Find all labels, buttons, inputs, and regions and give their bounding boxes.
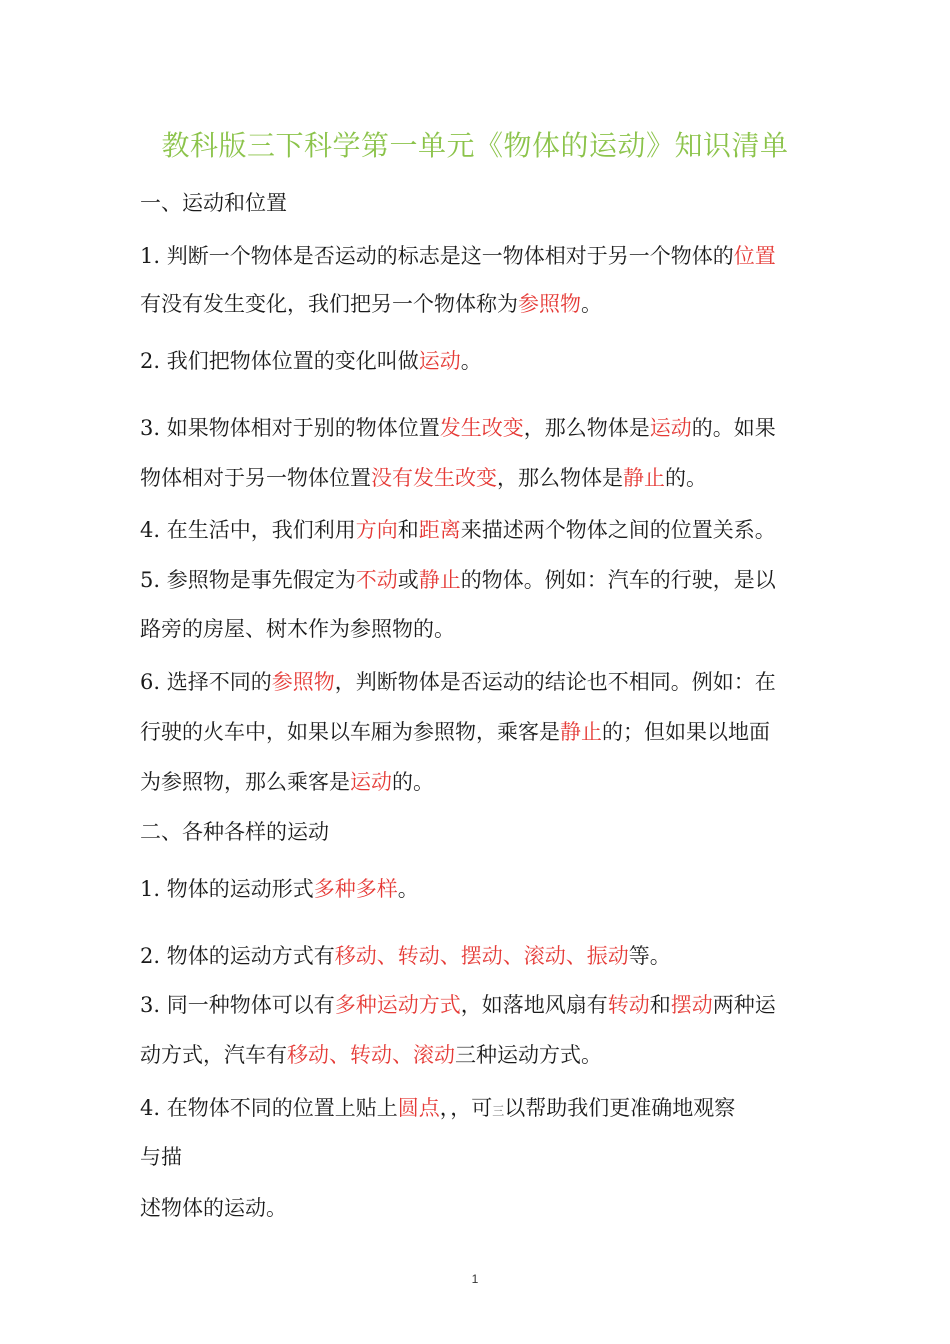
text-line: [140, 1040, 830, 1070]
body-text: 。: [460, 349, 482, 373]
body-text: ，判断物体是否运动的结论也不相同。例如：在: [334, 670, 776, 694]
text-line: [140, 188, 830, 218]
body-text: 的。: [392, 770, 434, 794]
body-text: 2. 物体的运动方式有: [140, 944, 335, 968]
highlight-text: 静止: [418, 568, 461, 592]
body-text: 路旁的房屋、树木作为参照物的。: [140, 617, 455, 641]
highlight-text: 多种多样: [313, 877, 398, 901]
body-text: 一、运动和位置: [140, 191, 287, 215]
body-text: 1. 物体的运动形式: [140, 877, 314, 901]
text-line: [140, 874, 830, 904]
text-line: [140, 413, 830, 443]
text-line: [140, 717, 830, 747]
body-text: 述物体的运动。: [140, 1196, 287, 1220]
body-text: 3. 如果物体相对于别的物体位置: [140, 416, 440, 440]
highlight-text: 转动: [607, 993, 650, 1017]
text-line: [140, 241, 830, 271]
body-text: 二、各种各样的运动: [140, 820, 329, 844]
body-text: 2. 我们把物体位置的变化叫做: [140, 349, 419, 373]
body-text: 等。: [628, 944, 671, 968]
text-line: [140, 767, 830, 797]
body-text: 为参照物，那么乘客是: [140, 770, 350, 794]
text-line: [140, 990, 830, 1020]
highlight-text: 移动、转动、摆动、滚动、振动: [334, 944, 629, 968]
text-line: [140, 941, 830, 971]
text-line: [140, 667, 830, 697]
body-text: ，那么物体是: [523, 416, 650, 440]
highlight-text: 圆点: [397, 1096, 440, 1120]
body-text: 以帮助我们更准确地观察: [504, 1096, 736, 1120]
body-text: 有没有发生变化，我们把另一个物体称为: [140, 292, 518, 316]
body-text: 动方式，汽车有: [140, 1043, 287, 1067]
body-text: 三: [492, 1104, 505, 1118]
body-text: 来描述两个物体之间的位置关系。: [460, 518, 776, 542]
highlight-text: 运动: [649, 416, 692, 440]
highlight-text: 多种运动方式: [334, 993, 461, 1017]
highlight-text: 运动: [350, 770, 392, 794]
highlight-text: 摆动: [670, 993, 713, 1017]
highlight-text: 静止: [623, 466, 665, 490]
body-text: 行驶的火车中，如果以车厢为参照物，乘客是: [140, 720, 560, 744]
body-text: 物体相对于另一物体位置: [140, 466, 371, 490]
body-text: 的；但如果以地面: [602, 720, 770, 744]
body-text: ，如落地风扇有: [460, 993, 608, 1017]
highlight-text: 方向: [355, 518, 398, 542]
highlight-text: 距离: [418, 518, 461, 542]
body-text: 的。: [665, 466, 707, 490]
body-text: 1. 判断一个物体是否运动的标志是这一物体相对于另一个物体的: [140, 244, 734, 268]
highlight-text: 运动: [418, 349, 461, 373]
body-text: 两种运: [712, 993, 776, 1017]
highlight-text: 静止: [560, 720, 602, 744]
text-line: [140, 1142, 830, 1172]
text-line: [140, 1193, 830, 1223]
text-line: [140, 515, 830, 545]
text-line: [140, 1093, 830, 1126]
body-text: 6. 选择不同的: [140, 670, 272, 694]
body-text: 5. 参照物是事先假定为: [140, 568, 356, 592]
highlight-text: 移动、转动、滚动: [287, 1043, 455, 1067]
page-number: 1: [471, 1272, 479, 1286]
body-text: ，，可: [439, 1096, 493, 1120]
highlight-text: 没有发生改变: [371, 466, 497, 490]
highlight-text: 参照物: [518, 292, 581, 316]
body-text: 4. 在物体不同的位置上贴上: [140, 1096, 398, 1120]
document-title: 教科版三下科学第一单元《物体的运动》知识清单: [161, 129, 789, 162]
body-text: 三种运动方式。: [455, 1043, 602, 1067]
text-line: [140, 614, 830, 644]
highlight-text: 不动: [355, 568, 398, 592]
body-text: 4. 在生活中，我们利用: [140, 518, 356, 542]
highlight-text: 发生改变: [439, 416, 524, 440]
text-line: [140, 817, 830, 847]
text-line: [140, 463, 830, 493]
body-text: 。: [397, 877, 419, 901]
body-text: 的。如果: [691, 416, 776, 440]
body-text: 3. 同一种物体可以有: [140, 993, 335, 1017]
body-text: 和: [397, 518, 419, 542]
body-text: 或: [397, 568, 419, 592]
text-line: [140, 346, 830, 376]
body-text: 。: [581, 292, 602, 316]
highlight-text: 参照物: [271, 670, 335, 694]
body-text: ，那么物体是: [497, 466, 623, 490]
text-line: [140, 565, 830, 595]
highlight-text: 位置: [733, 244, 776, 268]
text-line: [140, 289, 830, 319]
body-text: 和: [649, 993, 671, 1017]
body-text: 的物体。例如：汽车的行驶，是以: [460, 568, 776, 592]
body-text: 与描: [140, 1145, 182, 1169]
